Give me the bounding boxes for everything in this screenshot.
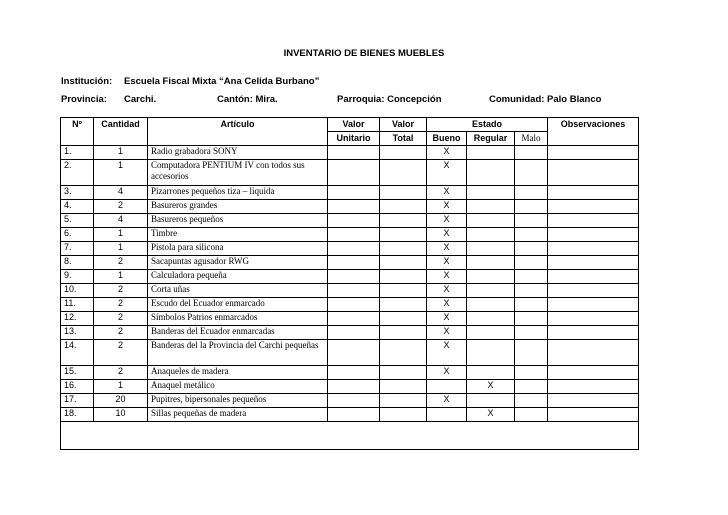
row-number: 1. [61, 146, 94, 160]
row-article: Banderas del Ecuador enmarcadas [148, 326, 328, 340]
table-row [61, 160, 639, 186]
row-observations [548, 298, 639, 312]
row-regular [467, 186, 515, 200]
row-unit-value [328, 284, 380, 298]
table-row [61, 242, 639, 256]
row-observations [548, 256, 639, 270]
row-quantity: 2 [94, 340, 148, 366]
row-article: Anaquel metálico [148, 380, 328, 394]
row-good: X [427, 256, 467, 270]
row-observations [548, 326, 639, 340]
row-number: 12. [61, 312, 94, 326]
row-total-value [380, 270, 427, 284]
row-unit-value [328, 146, 380, 160]
row-good: X [427, 284, 467, 298]
row-quantity: 2 [94, 284, 148, 298]
row-observations [548, 380, 639, 394]
row-regular [467, 214, 515, 228]
province-value: Carchi. [124, 94, 157, 105]
row-total-value [380, 228, 427, 242]
row-number: 6. [61, 228, 94, 242]
row-observations [548, 408, 639, 422]
row-bad [515, 340, 548, 366]
row-bad [515, 408, 548, 422]
row-bad [515, 298, 548, 312]
row-quantity: 20 [94, 394, 148, 408]
row-bad [515, 186, 548, 200]
header-article: Artículo [148, 118, 328, 146]
row-bad [515, 366, 548, 380]
row-observations [548, 228, 639, 242]
row-number: 9. [61, 270, 94, 284]
row-quantity: 2 [94, 298, 148, 312]
row-number: 5. [61, 214, 94, 228]
row-observations [548, 284, 639, 298]
row-observations [548, 186, 639, 200]
row-total-value [380, 186, 427, 200]
row-good [427, 380, 467, 394]
row-quantity: 1 [94, 380, 148, 394]
row-number: 17. [61, 394, 94, 408]
row-total-value [380, 160, 427, 186]
row-quantity: 1 [94, 228, 148, 242]
row-article: Timbre [148, 228, 328, 242]
row-total-value [380, 326, 427, 340]
row-total-value [380, 394, 427, 408]
row-number: 3. [61, 186, 94, 200]
table-row [61, 380, 639, 394]
table-row [61, 394, 639, 408]
header-row-1 [61, 118, 639, 132]
row-article: Anaqueles de madera [148, 366, 328, 380]
table-row [61, 298, 639, 312]
row-good: X [427, 160, 467, 186]
row-observations [548, 312, 639, 326]
row-regular [467, 270, 515, 284]
row-good: X [427, 146, 467, 160]
row-total-value [380, 312, 427, 326]
institution-label: Institución: [61, 76, 113, 87]
row-number: 11. [61, 298, 94, 312]
row-good: X [427, 326, 467, 340]
table-row [61, 214, 639, 228]
row-number: 16. [61, 380, 94, 394]
row-regular: X [467, 380, 515, 394]
row-unit-value [328, 214, 380, 228]
row-article: Símbolos Patrios enmarcados [148, 312, 328, 326]
header-total-value-sub: Total [380, 132, 427, 146]
row-observations [548, 160, 639, 186]
table-row [61, 146, 639, 160]
row-article: Corta uñas [148, 284, 328, 298]
row-observations [548, 340, 639, 366]
row-number: 7. [61, 242, 94, 256]
row-article: Sillas pequeñas de madera [148, 408, 328, 422]
row-observations [548, 242, 639, 256]
row-unit-value [328, 298, 380, 312]
row-good: X [427, 270, 467, 284]
row-unit-value [328, 256, 380, 270]
row-unit-value [328, 270, 380, 284]
row-observations [548, 200, 639, 214]
row-bad [515, 312, 548, 326]
row-total-value [380, 242, 427, 256]
row-quantity: 1 [94, 160, 148, 186]
row-total-value [380, 200, 427, 214]
row-unit-value [328, 200, 380, 214]
row-number: 2. [61, 160, 94, 186]
row-number: 15. [61, 366, 94, 380]
row-regular: X [467, 408, 515, 422]
row-quantity: 1 [94, 270, 148, 284]
row-article: Basureros pequeños [148, 214, 328, 228]
table-row-empty [61, 422, 639, 450]
row-article: Basureros grandes [148, 200, 328, 214]
row-unit-value [328, 394, 380, 408]
row-article: Radio grabadora SONY [148, 146, 328, 160]
row-observations [548, 214, 639, 228]
row-article: Sacapuntas agusador RWG [148, 256, 328, 270]
row-total-value [380, 214, 427, 228]
table-row [61, 228, 639, 242]
row-quantity: 4 [94, 186, 148, 200]
row-bad [515, 394, 548, 408]
row-article: Calculadora pequeña [148, 270, 328, 284]
row-regular [467, 312, 515, 326]
row-regular [467, 284, 515, 298]
row-good: X [427, 312, 467, 326]
row-regular [467, 256, 515, 270]
row-unit-value [328, 340, 380, 366]
row-total-value [380, 298, 427, 312]
row-regular [467, 394, 515, 408]
row-regular [467, 228, 515, 242]
row-unit-value [328, 366, 380, 380]
row-number: 10. [61, 284, 94, 298]
community-field: Comunidad: Palo Blanco [489, 94, 602, 105]
row-observations [548, 394, 639, 408]
empty-cell [61, 422, 639, 450]
table-row [61, 270, 639, 284]
header-good: Bueno [427, 132, 467, 146]
table-row [61, 186, 639, 200]
header-status: Estado [427, 118, 548, 132]
row-regular [467, 242, 515, 256]
row-total-value [380, 284, 427, 298]
row-quantity: 2 [94, 312, 148, 326]
table-row [61, 256, 639, 270]
row-unit-value [328, 380, 380, 394]
header-unit-value: Valor [328, 118, 380, 132]
inventory-table [60, 117, 639, 450]
row-unit-value [328, 312, 380, 326]
row-good: X [427, 228, 467, 242]
inventory-rows [61, 146, 639, 450]
table-row [61, 284, 639, 298]
row-bad [515, 270, 548, 284]
table-row [61, 408, 639, 422]
header-bad: Malo [515, 132, 548, 146]
row-bad [515, 242, 548, 256]
row-bad [515, 380, 548, 394]
row-unit-value [328, 160, 380, 186]
header-num: Nº [61, 118, 94, 146]
header-total-value: Valor [380, 118, 427, 132]
row-good [427, 408, 467, 422]
header-observations: Observaciones [548, 118, 639, 146]
row-unit-value [328, 242, 380, 256]
row-good: X [427, 214, 467, 228]
row-total-value [380, 380, 427, 394]
row-good: X [427, 394, 467, 408]
row-bad [515, 160, 548, 186]
row-total-value [380, 340, 427, 366]
row-quantity: 2 [94, 326, 148, 340]
row-article: Computadora PENTIUM IV con todos sus accesorios [148, 160, 328, 186]
row-regular [467, 146, 515, 160]
row-good: X [427, 340, 467, 366]
row-quantity: 2 [94, 256, 148, 270]
row-bad [515, 200, 548, 214]
row-quantity: 2 [94, 366, 148, 380]
row-quantity: 10 [94, 408, 148, 422]
row-good: X [427, 186, 467, 200]
row-observations [548, 146, 639, 160]
row-number: 14. [61, 340, 94, 366]
row-bad [515, 228, 548, 242]
row-observations [548, 270, 639, 284]
row-regular [467, 200, 515, 214]
row-article: Pizarrones pequeños tiza – liquida [148, 186, 328, 200]
row-good: X [427, 366, 467, 380]
row-article: Pistola para silicona [148, 242, 328, 256]
row-article: Pupitres, bipersonales pequeños [148, 394, 328, 408]
row-unit-value [328, 228, 380, 242]
row-quantity: 2 [94, 200, 148, 214]
row-quantity: 4 [94, 214, 148, 228]
row-quantity: 1 [94, 242, 148, 256]
row-bad [515, 146, 548, 160]
row-good: X [427, 200, 467, 214]
row-number: 4. [61, 200, 94, 214]
row-total-value [380, 366, 427, 380]
row-regular [467, 366, 515, 380]
table-row [61, 366, 639, 380]
row-unit-value [328, 408, 380, 422]
row-bad [515, 214, 548, 228]
header-regular: Regular [467, 132, 515, 146]
row-unit-value [328, 326, 380, 340]
row-number: 8. [61, 256, 94, 270]
row-regular [467, 298, 515, 312]
province-label: Provincia: [61, 94, 107, 105]
row-good: X [427, 298, 467, 312]
table-row [61, 326, 639, 340]
row-total-value [380, 146, 427, 160]
header-unit-value-sub: Unitario [328, 132, 380, 146]
row-observations [548, 366, 639, 380]
row-unit-value [328, 186, 380, 200]
row-regular [467, 340, 515, 366]
row-article: Banderas del la Provincia del Carchi pequeñas [148, 340, 328, 366]
row-bad [515, 256, 548, 270]
page-title: INVENTARIO DE BIENES MUEBLES [283, 48, 445, 59]
table-row [61, 200, 639, 214]
row-bad [515, 284, 548, 298]
row-quantity: 1 [94, 146, 148, 160]
table-row [61, 340, 639, 366]
row-number: 13. [61, 326, 94, 340]
row-regular [467, 160, 515, 186]
row-regular [467, 326, 515, 340]
row-number: 18. [61, 408, 94, 422]
parish-field: Parroquia: Concepción [337, 94, 442, 105]
row-total-value [380, 256, 427, 270]
header-quantity: Cantidad [94, 118, 148, 146]
table-row [61, 312, 639, 326]
row-bad [515, 326, 548, 340]
institution-value: Escuela Fiscal Mixta “Ana Celida Burbano” [124, 76, 320, 87]
row-good: X [427, 242, 467, 256]
canton-field: Cantón: Mira. [217, 94, 278, 105]
row-article: Escudo del Ecuador enmarcado [148, 298, 328, 312]
row-total-value [380, 408, 427, 422]
